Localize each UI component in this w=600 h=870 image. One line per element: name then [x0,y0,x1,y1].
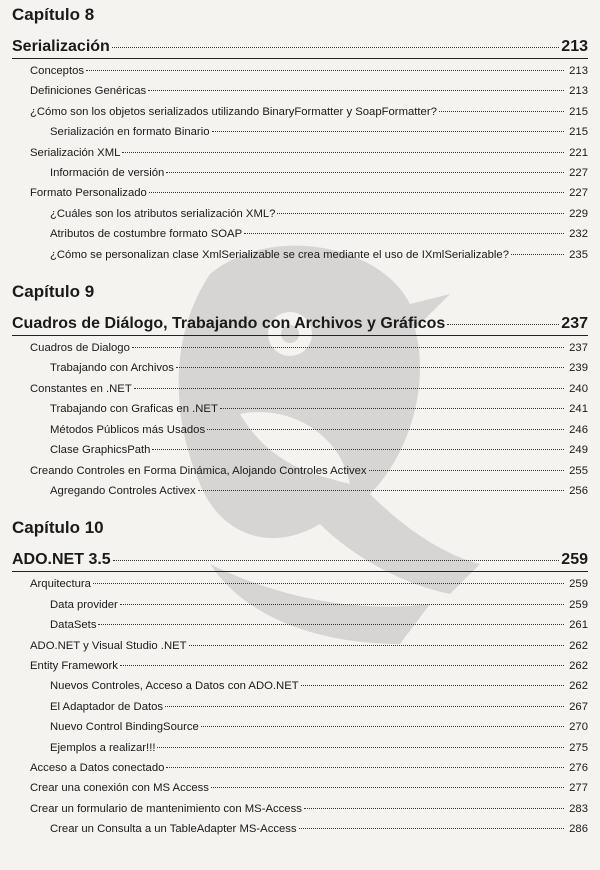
toc-entry[interactable] [12,61,588,81]
chapter-title-entry[interactable] [12,313,588,335]
entry-title: El Adaptador de Datos [50,700,164,713]
page-number: 221 [569,146,588,159]
entry-title: Cuadros de Dialogo [30,342,130,355]
toc-entry[interactable] [12,574,588,594]
dot-leader [149,191,564,193]
entry-title: Crear un formulario de mantenimiento con MS-Access [30,802,302,815]
toc-entry[interactable] [12,379,588,399]
entry-title: ADO.NET y Visual Studio .NET [30,639,187,652]
toc-entry[interactable] [12,461,588,481]
toc-entry[interactable] [12,440,588,460]
page-number: 237 [569,342,588,355]
dot-leader [113,559,560,561]
toc-entry[interactable] [12,717,588,737]
chapter-section [12,281,588,501]
dot-leader [447,323,559,325]
dot-leader [120,664,564,666]
dot-leader [511,253,564,255]
toc-entry[interactable] [12,81,588,101]
entry-title: DataSets [50,619,97,632]
page-number: 246 [569,423,588,436]
page-number: 213 [569,85,588,98]
entry-title: Información de versión [50,167,165,180]
toc-entry[interactable] [12,636,588,656]
toc-entry[interactable] [12,595,588,615]
table-of-contents [0,4,600,840]
page-number: 262 [569,639,588,652]
page-number: 237 [561,315,588,333]
dot-leader [301,684,564,686]
toc-entry[interactable] [12,224,588,244]
entry-title: Entity Framework [30,659,118,672]
chapter-title: Serialización [12,38,110,55]
chapter-heading: Capítulo 9 [12,282,95,302]
page-number: 256 [569,484,588,497]
page-number: 215 [569,126,588,139]
page-number: 213 [561,38,588,55]
toc-entry[interactable] [12,738,588,758]
chapter-heading: Capítulo 10 [12,518,104,538]
page-number: 240 [569,382,588,395]
dot-leader [439,110,564,112]
page-number: 215 [569,105,588,118]
dot-leader [165,705,564,707]
page-number: 232 [569,228,588,241]
dot-leader [132,346,564,348]
dot-leader [122,151,564,153]
toc-entry[interactable] [12,399,588,419]
page-number: 249 [569,444,588,457]
toc-entry[interactable] [12,245,588,265]
dot-leader [86,69,564,71]
entry-title: Trabajando con Graficas en .NET [50,403,218,416]
toc-entry[interactable] [12,778,588,798]
entry-title: ¿Cómo son los objetos serializados utilizando BinaryFormatter y SoapFormatter? [30,105,437,118]
entry-title: Constantes en .NET [30,382,132,395]
page-number: 235 [569,248,588,261]
page-number: 255 [569,464,588,477]
entry-title: Formato Personalizado [30,187,147,200]
page-number: 213 [569,65,588,77]
dot-leader [207,428,564,430]
entry-title: Nuevo Control BindingSource [50,721,199,734]
chapter-rule [12,571,588,572]
page-number: 241 [569,403,588,416]
dot-leader [220,407,564,409]
toc-entry[interactable] [12,676,588,696]
page-number: 283 [569,802,588,815]
page-number: 259 [569,578,588,591]
page-number: 262 [569,659,588,672]
entry-title: ¿Cuáles son los atributos serialización XML? [50,207,276,220]
chapter-title: ADO.NET 3.5 [12,551,111,569]
toc-entry[interactable] [12,799,588,819]
page-number: 276 [569,761,588,774]
chapter-title: Cuadros de Diálogo, Trabajando con Archivos y Gráficos [12,315,446,333]
dot-leader [244,232,564,234]
dot-leader [212,130,565,132]
entry-title: Acceso a Datos conectado [30,761,165,774]
toc-entry[interactable] [12,143,588,163]
toc-entry[interactable] [12,163,588,183]
page-number: 270 [569,721,588,734]
entry-title: Data provider [50,598,118,611]
page-number: 267 [569,700,588,713]
toc-entry[interactable] [12,338,588,358]
dot-leader [93,582,564,584]
dot-leader [157,746,564,748]
page-number: 227 [569,167,588,180]
toc-entry[interactable] [12,615,588,635]
dot-leader [98,623,564,625]
dot-leader [198,489,564,491]
dot-leader [166,171,564,173]
toc-entry[interactable] [12,481,588,501]
dot-leader [166,766,564,768]
toc-entry[interactable] [12,656,588,676]
entry-title: Serialización en formato Binario [50,126,210,139]
toc-entry[interactable] [12,819,588,839]
dot-leader [112,46,559,48]
entry-title: Arquitectura [30,578,91,591]
entry-title: Trabajando con Archivos [50,362,174,375]
page-number: 239 [569,362,588,375]
page-number: 259 [561,551,588,569]
toc-entry[interactable] [12,183,588,203]
entry-title: ¿Cómo se personalizan clase XmlSerializable se crea mediante el uso de IXmlSerializable? [50,248,510,261]
page-number: 262 [569,680,588,693]
page-number: 227 [569,187,588,200]
entry-title: Agregando Controles Activex [50,484,196,497]
chapter-section [12,4,588,265]
dot-leader [134,387,564,389]
entry-title: Conceptos [30,65,85,77]
entry-title: Atributos de costumbre formato SOAP [50,228,243,241]
entry-title: Métodos Públicos más Usados [50,423,206,436]
dot-leader [189,644,564,646]
dot-leader [148,89,564,91]
entry-title: Nuevos Controles, Acceso a Datos con ADO.NET [50,680,299,693]
toc-entry[interactable] [12,122,588,142]
page-number: 259 [569,598,588,611]
page-number: 229 [569,207,588,220]
entry-title: Clase GraphicsPath [50,444,151,457]
dot-leader [369,469,564,471]
chapter-rule [12,58,588,59]
toc-entry[interactable] [12,102,588,122]
entry-title: Crear un Consulta a un TableAdapter MS-Access [50,823,297,836]
toc-entry[interactable] [12,420,588,440]
dot-leader [211,786,564,788]
toc-entry[interactable] [12,204,588,224]
entry-title: Serialización XML [30,146,121,159]
page-number: 261 [569,619,588,632]
dot-leader [277,212,564,214]
page-number: 286 [569,823,588,836]
entry-title: Creando Controles en Forma Dinámica, Alojando Controles Activex [30,464,367,477]
toc-entry[interactable] [12,758,588,778]
toc-entry[interactable] [12,358,588,378]
dot-leader [201,725,564,727]
dot-leader [120,603,564,605]
dot-leader [176,366,564,368]
entry-title: Ejemplos a realizar!!! [50,741,156,754]
dot-leader [152,448,564,450]
toc-entry[interactable] [12,697,588,717]
chapter-heading: Capítulo 8 [12,5,95,24]
dot-leader [299,827,564,829]
chapter-title-entry[interactable] [12,36,588,58]
chapter-section [12,517,588,839]
entry-title: Crear una conexión con MS Access [30,782,209,795]
chapter-rule [12,335,588,336]
dot-leader [304,807,564,809]
page-number: 277 [569,782,588,795]
entry-title: Definiciones Genéricas [30,85,147,98]
page-number: 275 [569,741,588,754]
chapter-title-entry[interactable] [12,549,588,571]
